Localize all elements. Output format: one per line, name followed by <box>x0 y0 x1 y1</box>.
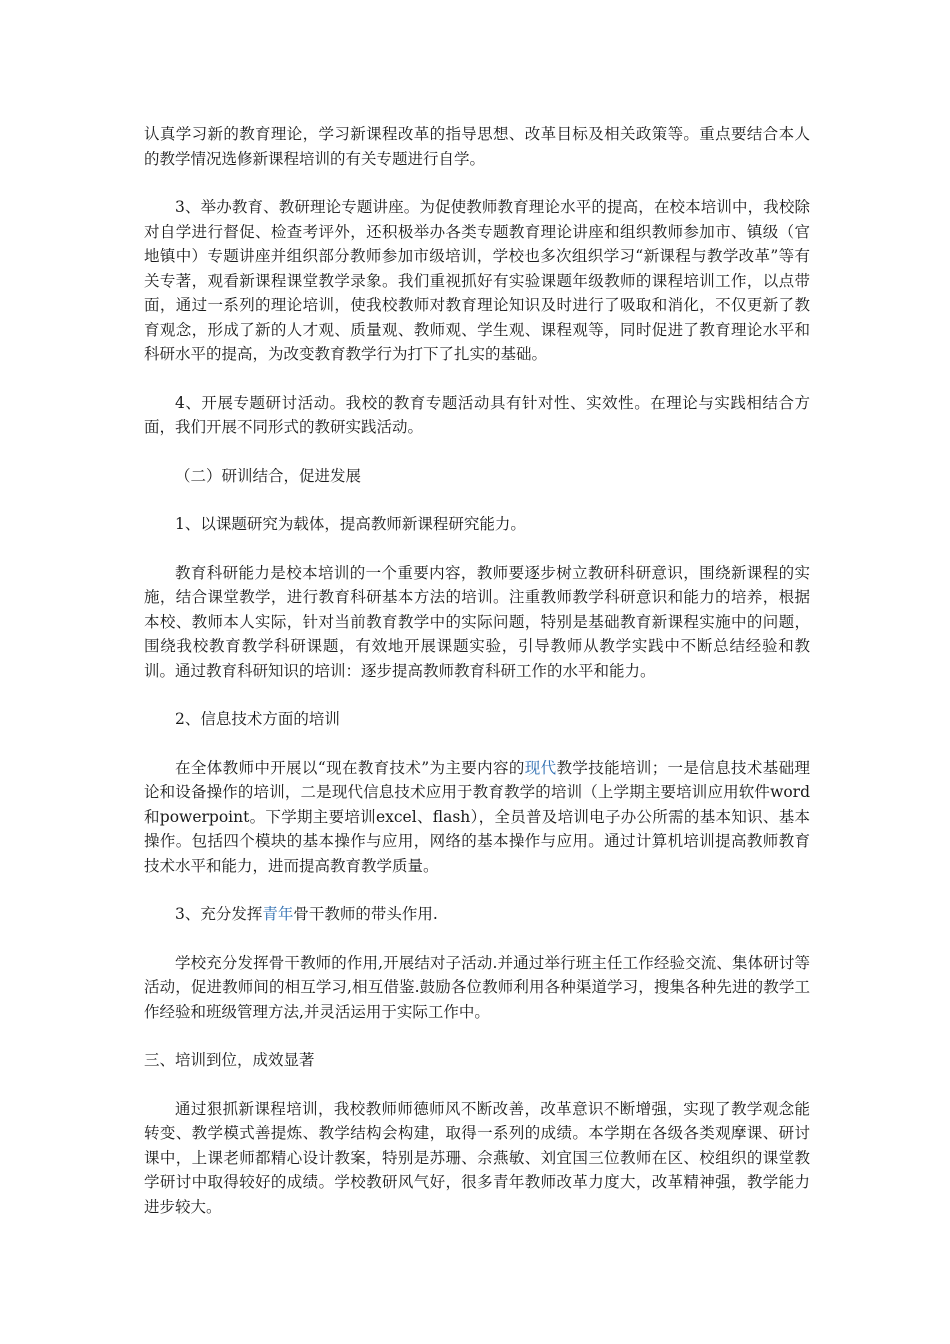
document-body <box>144 122 810 1243</box>
subheading-project-research: 1、以课题研究为载体，提高教师新课程研究能力。 <box>175 515 526 533</box>
section-heading-research-training: （二）研训结合，促进发展 <box>175 466 362 485</box>
paragraph-research-ability: 教育科研能力是校本培训的一个重要内容，教师要逐步树立教研科研意识，围绕新课程的实施，结合课堂教学，进行教育科研基本方法的培训。注重教师教学科研意识和能力的培养，根据本校、教师本人实际，针对当前教育教学中的实际问题，特别是基础教育新课程实施中的问题，围绕我校教育教学科研课题，有效地开展课题实验，引导教师从教学实践中不断总结经验和教训。通过教育科研知识的培训：逐步提高教师教育科研工作的水平和能力。 <box>144 563 810 680</box>
paragraph-seminars: 4、开展专题研讨活动。我校的教育专题活动具有针对性、实效性。在理论与实践相结合方面，我们开展不同形式的教研实践活动。 <box>144 393 810 436</box>
it-text-before: 在全体教师中开展以“现在教育技术”为主要内容的 <box>175 758 525 777</box>
subheading-backbone-teachers <box>144 902 810 927</box>
link-modern[interactable]: 现代 <box>524 758 557 777</box>
paragraph-it-training <box>144 756 810 879</box>
paragraph-lectures: 3、举办教育、教研理论专题讲座。为促使教师教育理论水平的提高，在校本培训中，我校除对自学进行督促、检查考评外，还积极举办各类专题教育理论讲座和组织教师参加市、镇级（官地镇中）专题讲座并组织部分教师参加市级培训，学校也多次组织学习“新课程与教学改革”等有关专著，观看新课程课堂教学录象。我们重视抓好有实验课题年级教师的课程培训工作，以点带面，通过一系列的理论培训，使我校教师对教育理论知识及时进行了吸取和消化，不仅更新了教育观念，形成了新的人才观、质量观、教师观、学生观、课程观等，同时促进了教育理论水平和科研水平的提高，为改变教育教学行为打下了扎实的基础。 <box>144 198 810 363</box>
backbone-text-after: 骨干教师的带头作用. <box>293 905 438 923</box>
backbone-text-before: 3、充分发挥 <box>175 905 263 923</box>
paragraph-backbone-teachers: 学校充分发挥骨干教师的作用,开展结对子活动.并通过举行班主任工作经验交流、集体研讨等活动，促进教师间的相互学习,相互借鉴.鼓励各位教师利用各种渠道学习，搜集各种先进的教学工作经验和班级管理方法,并灵活运用于实际工作中。 <box>144 953 810 1021</box>
paragraph-results: 通过狠抓新课程培训，我校教师师德师风不断改善，改革意识不断增强，实现了教学观念能转变、教学模式善提炼、教学结构会构建，取得一系列的成绩。本学期在各级各类观摩课、研讨课中，上课老师都精心设计教案，特别是苏珊、佘燕敏、刘宜国三位教师在区、校组织的课堂教学研讨中取得较好的成绩。学校教研风气好，很多青年教师改革力度大，改革精神强，教学能力进步较大。 <box>144 1099 810 1216</box>
paragraph-self-study: 认真学习新的教育理论，学习新课程改革的指导思想、改革目标及相关政策等。重点要结合本人的教学情况选修新课程培训的有关专题进行自学。 <box>144 125 810 168</box>
link-youth[interactable]: 青年 <box>262 905 294 923</box>
it-text-after: 教学技能培训；一是信息技术基础理论和设备操作的培训，二是现代信息技术应用于教育教学的培训（上学期主要培训应用软件word和powerpoint。下学期主要培训excel、flash），全员普及培训电子办公所需的基本知识、基本操作。包括四个模块的基本操作与应用，网络的基本操作与应用。通过计算机培训提高教师教育技术水平和能力，进而提高教育教学质量。 <box>144 758 810 875</box>
section-heading-results: 三、培训到位，成效显著 <box>144 1051 315 1069</box>
subheading-it-training: 2、信息技术方面的培训 <box>175 710 340 728</box>
